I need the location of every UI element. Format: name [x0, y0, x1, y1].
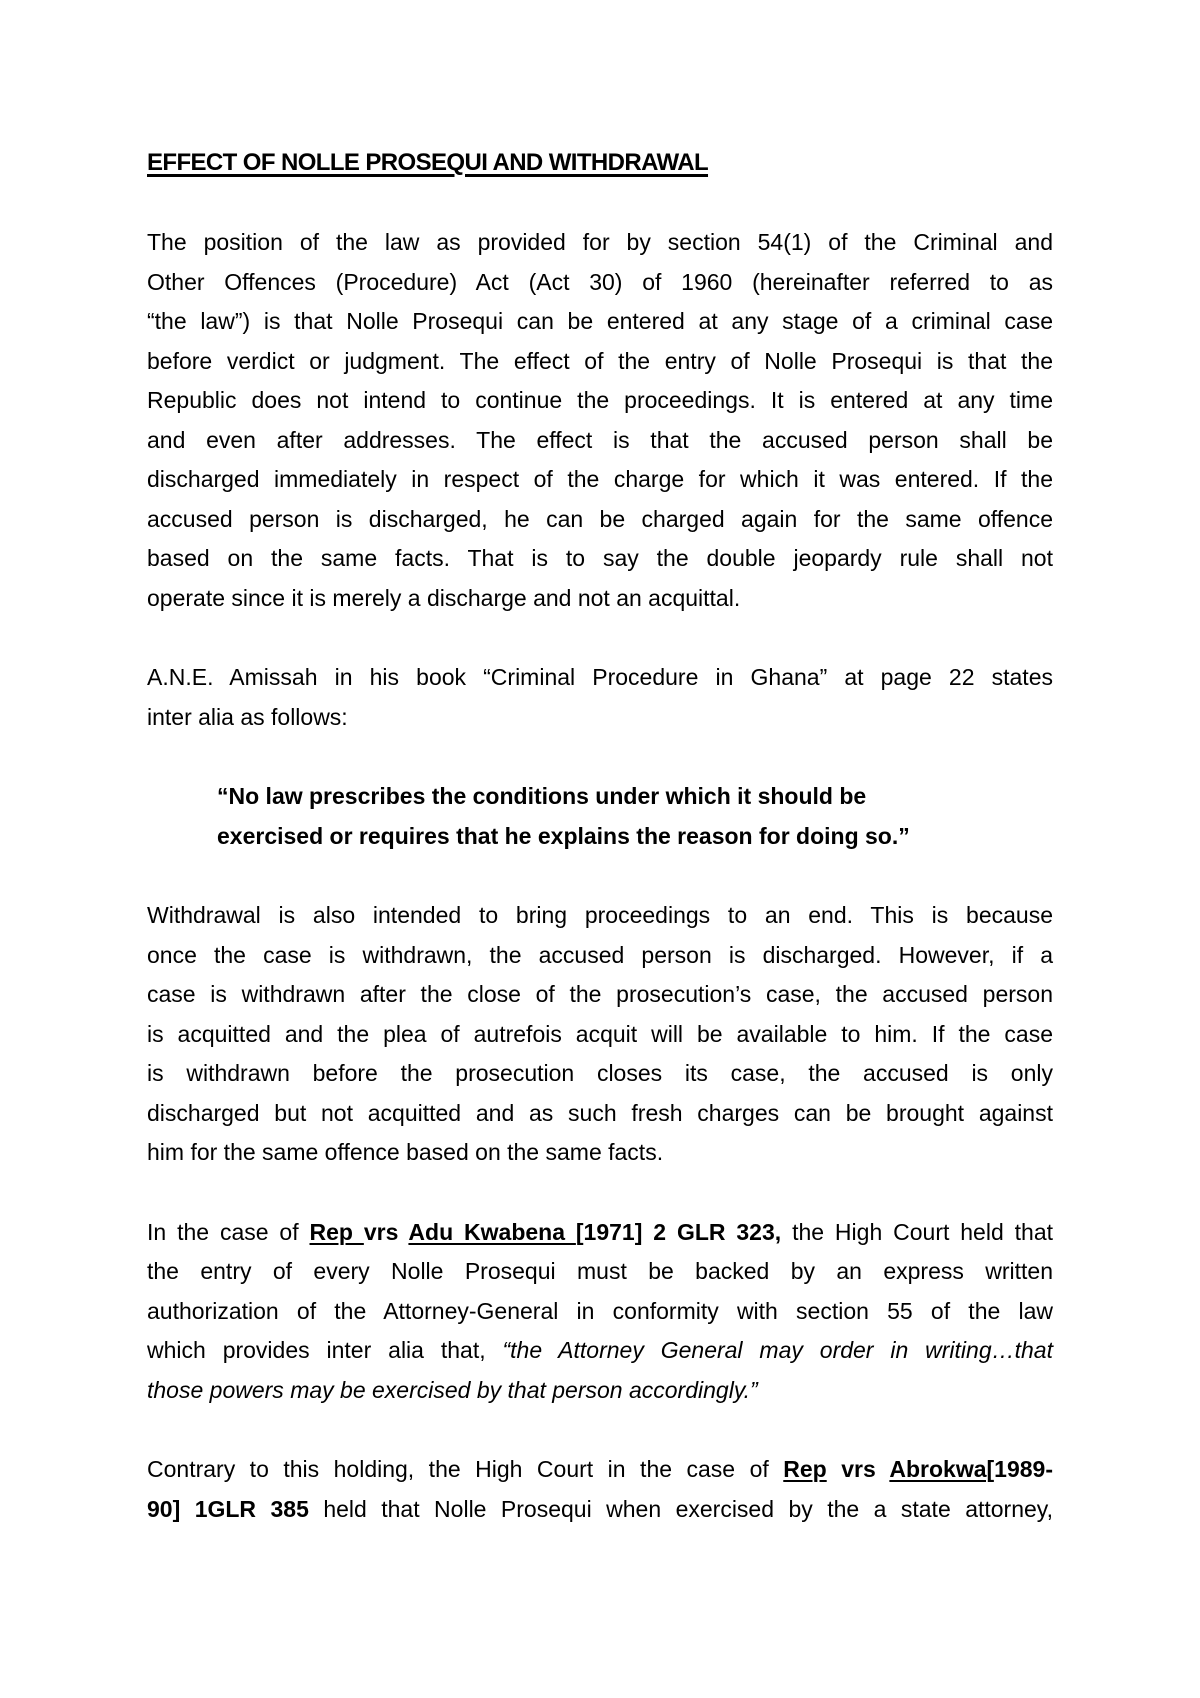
text-line: [147, 223, 1053, 263]
block-quote-amissah: [217, 777, 1053, 856]
bold-segment: vrs: [826, 1456, 890, 1482]
text-line: [147, 1371, 1053, 1411]
text-line: [147, 500, 1053, 540]
document-title: [147, 143, 1053, 183]
text-segment: is acquitted and the plea of autrefois acquit will be available to him. If the case: [147, 1020, 1053, 1047]
text-segment: accused person is discharged, he can be charged again for the same offence: [147, 505, 1053, 532]
bold-segment: exercised or requires that he explains the reason for doing so.”: [217, 822, 910, 849]
text-line: [147, 302, 1053, 342]
bold-segment: [1971] 2 GLR 323,: [575, 1218, 782, 1245]
text-segment: which provides inter alia that,: [147, 1337, 503, 1363]
text-segment: discharged but not acquitted and as such fresh charges can be brought against: [147, 1099, 1053, 1126]
text-line: [147, 539, 1053, 579]
text-segment: Withdrawal is also intended to bring proceedings to an end. This is because: [147, 902, 1053, 928]
text-line: [147, 975, 1053, 1015]
text-segment: discharged immediately in respect of the charge for which it was entered. If the: [147, 466, 1053, 492]
text-segment: the High Court held that: [781, 1218, 1053, 1245]
paragraph-abrokwa-case: [147, 1450, 1053, 1529]
text-segment: is withdrawn before the prosecution closes its case, the accused is only: [147, 1060, 1053, 1086]
text-line: [147, 1292, 1053, 1332]
text-line: [147, 263, 1053, 303]
text-line: [147, 1331, 1053, 1371]
text-segment: and even after addresses. The effect is that the accused person shall be: [147, 426, 1053, 453]
text-line: [147, 460, 1053, 500]
bold-segment: 1989-: [994, 1456, 1053, 1482]
text-line: [147, 1490, 1053, 1530]
text-line: [217, 817, 1053, 857]
text-segment: In the case of: [147, 1218, 310, 1245]
text-line: [147, 1450, 1053, 1490]
text-line: [147, 936, 1053, 976]
paragraph-nolle-prosequi-effect: [147, 223, 1053, 618]
text-segment: Contrary to this holding, the High Court in the case of: [147, 1456, 784, 1482]
text-line: [147, 1054, 1053, 1094]
text-line: [147, 1094, 1053, 1134]
text-segment: case is withdrawn after the close of the prosecution’s case, the accused person: [147, 981, 1053, 1007]
text-line: [147, 896, 1053, 936]
text-segment: A.N.E. Amissah in his book “Criminal Procedure in Ghana” at page 22 states: [147, 664, 1053, 690]
text-segment: inter alia as follows:: [147, 703, 348, 730]
paragraph-amissah-intro: [147, 658, 1053, 737]
text-line: [147, 421, 1053, 461]
text-segment: authorization of the Attorney-General in conformity with section 55 of the law: [147, 1297, 1053, 1324]
text-line: [147, 1015, 1053, 1055]
text-line: [147, 698, 1053, 738]
bold-segment: vrs: [363, 1218, 409, 1245]
text-segment: once the case is withdrawn, the accused person is discharged. However, if a: [147, 941, 1053, 968]
italic-quotation-segment: “the Attorney General may order in writing…that: [502, 1337, 1053, 1363]
title-text: EFFECT OF NOLLE PROSEQUI AND WITHDRAWAL: [147, 149, 709, 176]
text-segment: based on the same facts. That is to say the double jeopardy rule shall not: [147, 545, 1053, 571]
case-citation: Abrokwa[: [889, 1456, 995, 1482]
text-segment: Other Offences (Procedure) Act (Act 30) of 1960 (hereinafter referred to as: [147, 268, 1053, 295]
text-line: [147, 658, 1053, 698]
text-segment: the entry of every Nolle Prosequi must be backed by an express written: [147, 1258, 1053, 1284]
text-segment: him for the same offence based on the same facts.: [147, 1139, 664, 1165]
case-citation: Adu Kwabena: [408, 1218, 576, 1245]
text-segment: “the law”) is that Nolle Prosequi can be entered at any stage of a criminal case: [147, 308, 1053, 334]
italic-quotation-segment: those powers may be exercised by that person accordingly.”: [147, 1376, 758, 1403]
text-line: [147, 1213, 1053, 1253]
text-segment: before verdict or judgment. The effect of the entry of Nolle Prosequi is that the: [147, 347, 1053, 374]
text-line: [217, 777, 1053, 817]
text-line: [147, 381, 1053, 421]
bold-segment: 90] 1GLR 385: [147, 1495, 324, 1522]
paragraph-withdrawal: [147, 896, 1053, 1173]
text-segment: held that Nolle Prosequi when exercised by the a state attorney,: [323, 1495, 1053, 1522]
text-line: [147, 1252, 1053, 1292]
text-segment: Republic does not intend to continue the proceedings. It is entered at any time: [147, 387, 1053, 413]
text-line: [147, 1133, 1053, 1173]
text-segment: operate since it is merely a discharge and not an acquittal.: [147, 584, 741, 611]
text-line: [147, 579, 1053, 619]
case-citation: Rep: [309, 1218, 364, 1245]
case-citation: Rep: [783, 1456, 827, 1482]
text-line: [147, 143, 1053, 183]
text-line: [147, 342, 1053, 382]
paragraph-adu-kwabena-case: [147, 1213, 1053, 1411]
text-segment: The position of the law as provided for by section 54(1) of the Criminal and: [147, 229, 1053, 255]
bold-segment: “No law prescribes the conditions under which it should be: [217, 783, 867, 809]
